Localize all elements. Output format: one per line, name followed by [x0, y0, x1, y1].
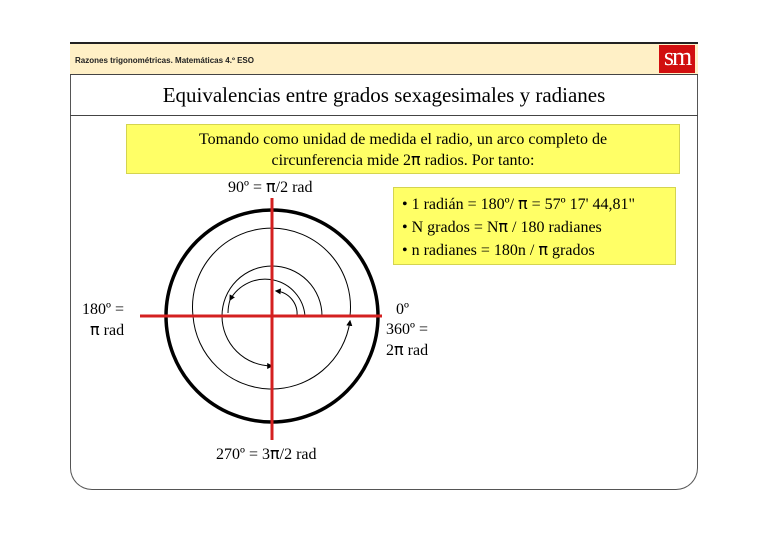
label-90-b: /2 rad [275, 179, 313, 196]
arc-pi-tail [228, 300, 230, 313]
label-270 [216, 444, 317, 464]
label-0-line3-a: 2 [386, 342, 394, 359]
header-text: Razones trigonométricas. Matemáticas 4.º ESO [75, 56, 254, 65]
pi-symbol: π [265, 177, 276, 196]
intro-line-1: Tomando como unidad de medida el radio, un arco completo de [198, 131, 608, 148]
label-180-line1: 180º = [82, 301, 124, 318]
pi-symbol: π [498, 217, 509, 236]
pi-symbol: π [538, 240, 549, 259]
intro-line-2-b: radios. Por tanto: [420, 152, 535, 169]
arc-pi [230, 279, 305, 316]
pi-symbol: π [90, 320, 100, 339]
pi-symbol: π [411, 150, 421, 169]
fact-2-a: • N grados = N [402, 219, 499, 236]
label-180 [82, 300, 124, 341]
fact-3-a: • n radianes = 180n / [402, 242, 539, 259]
label-270-a: 270º = 3 [216, 446, 270, 463]
pi-symbol: π [394, 340, 404, 359]
label-180-line2-text: rad [99, 322, 125, 339]
label-0-line3-b: rad [403, 342, 429, 359]
label-270-b: /2 rad [279, 446, 317, 463]
fact-1-a: • 1 radián = 180º/ [402, 196, 519, 213]
slide-title: Equivalencias entre grados sexagesimales y radianes [162, 83, 606, 107]
intro-line-2-a: circunferencia mide 2 [271, 152, 412, 169]
label-0-line1: 0º [396, 301, 409, 318]
label-0-line3 [386, 340, 428, 361]
label-90-a: 90º = [228, 179, 266, 196]
arc-pi2 [276, 291, 297, 316]
pi-symbol: π [269, 444, 280, 463]
label-0 [386, 300, 428, 361]
label-0-line2: 360º = [386, 321, 428, 338]
sm-logo-icon: sm [659, 45, 695, 73]
label-180-line2 [82, 320, 124, 341]
fact-1-b: = 57º 17' 44,81" [527, 196, 636, 213]
fact-3-b: grados [548, 242, 595, 259]
label-90 [228, 177, 313, 197]
pi-symbol: π [518, 194, 528, 213]
fact-2-b: / 180 radianes [508, 219, 602, 236]
